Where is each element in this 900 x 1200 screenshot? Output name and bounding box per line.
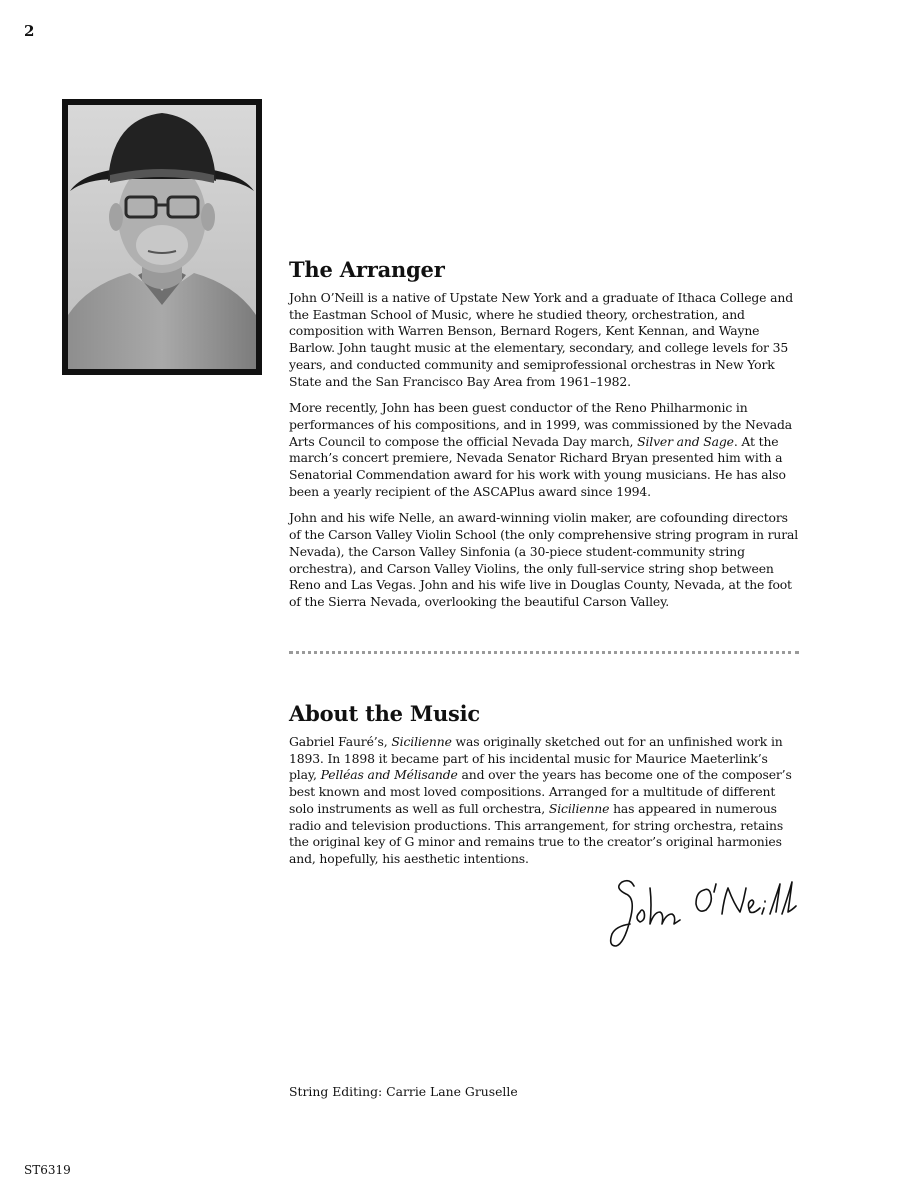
string-editing-credit: String Editing: Carrie Lane Gruselle xyxy=(289,1084,518,1099)
dotted-divider xyxy=(289,651,799,654)
arranger-paragraph: John and his wife Nelle, an award-winning violin maker, are cofounding directors of the Carson Valley Violin School (the only comprehensive string program in rural Nevada), the Carson Valley Sinfonia (a 30-piece student-community string orchestra), and Carson Valley Violins, the only full-service string shop between Reno and Las Vegas. John and his wife live in Douglas County, Nevada, at the foot of the Sierra Nevada, overlooking the beautiful Carson Valley. xyxy=(289,510,799,609)
music-heading: About the Music xyxy=(289,701,481,726)
signature xyxy=(600,868,800,956)
arranger-heading: The Arranger xyxy=(289,257,445,282)
italic-title: Pelléas and Mélisande xyxy=(320,767,458,783)
signature-illustration xyxy=(600,868,800,956)
music-paragraph: Gabriel Fauré’s, Sicilienne was originally sketched out for an unfinished work in 1893. In 1898 it became part of his incidental music for Maurice Maeterlink’s play, Pelléas and Mélisande and over the years has become one of the composer’s best known and most loved compositions. Arranged for a multitude of different solo instruments as well as full orchestra, Sicilienne has appeared in numerous radio and television productions. This arrangement, for string orchestra, retains the original key of G minor and remains true to the creator’s original harmonies and, hopefully, his aesthetic intentions. xyxy=(289,734,792,866)
music-section xyxy=(289,701,799,878)
italic-title: Sicilienne xyxy=(391,734,452,749)
page-number: 2 xyxy=(24,22,35,40)
arranger-paragraph: More recently, John has been guest conductor of the Reno Philharmonic in performances of his compositions, and in 1999, was commissioned by the Nevada Arts Council to compose the official Nevada Day march, Silver and Sage. At the march’s concert premiere, Nevada Senator Richard Bryan presented him with a Senatorial Commendation award for his work with young musicians. He has also been a yearly recipient of the ASCAPlus award since 1994. xyxy=(289,400,792,499)
catalog-code: ST6319 xyxy=(24,1163,71,1177)
portrait-illustration xyxy=(68,105,256,369)
arranger-photo xyxy=(62,99,262,375)
italic-title: Silver and Sage xyxy=(637,433,734,449)
italic-title: Sicilienne xyxy=(548,800,610,816)
arranger-section xyxy=(289,257,799,621)
arranger-paragraph: John O’Neill is a native of Upstate New York and a graduate of Ithaca College and the Eastman School of Music, where he studied theory, orchestration, and composition with Warren Benson, Bernard Rogers, Kent Kennan, and Wayne Barlow. John taught music at the elementary, secondary, and college levels for 35 years, and conducted community and semiprofessional orchestras in New York State and the San Francisco Bay Area from 1961–1982. xyxy=(289,290,793,389)
